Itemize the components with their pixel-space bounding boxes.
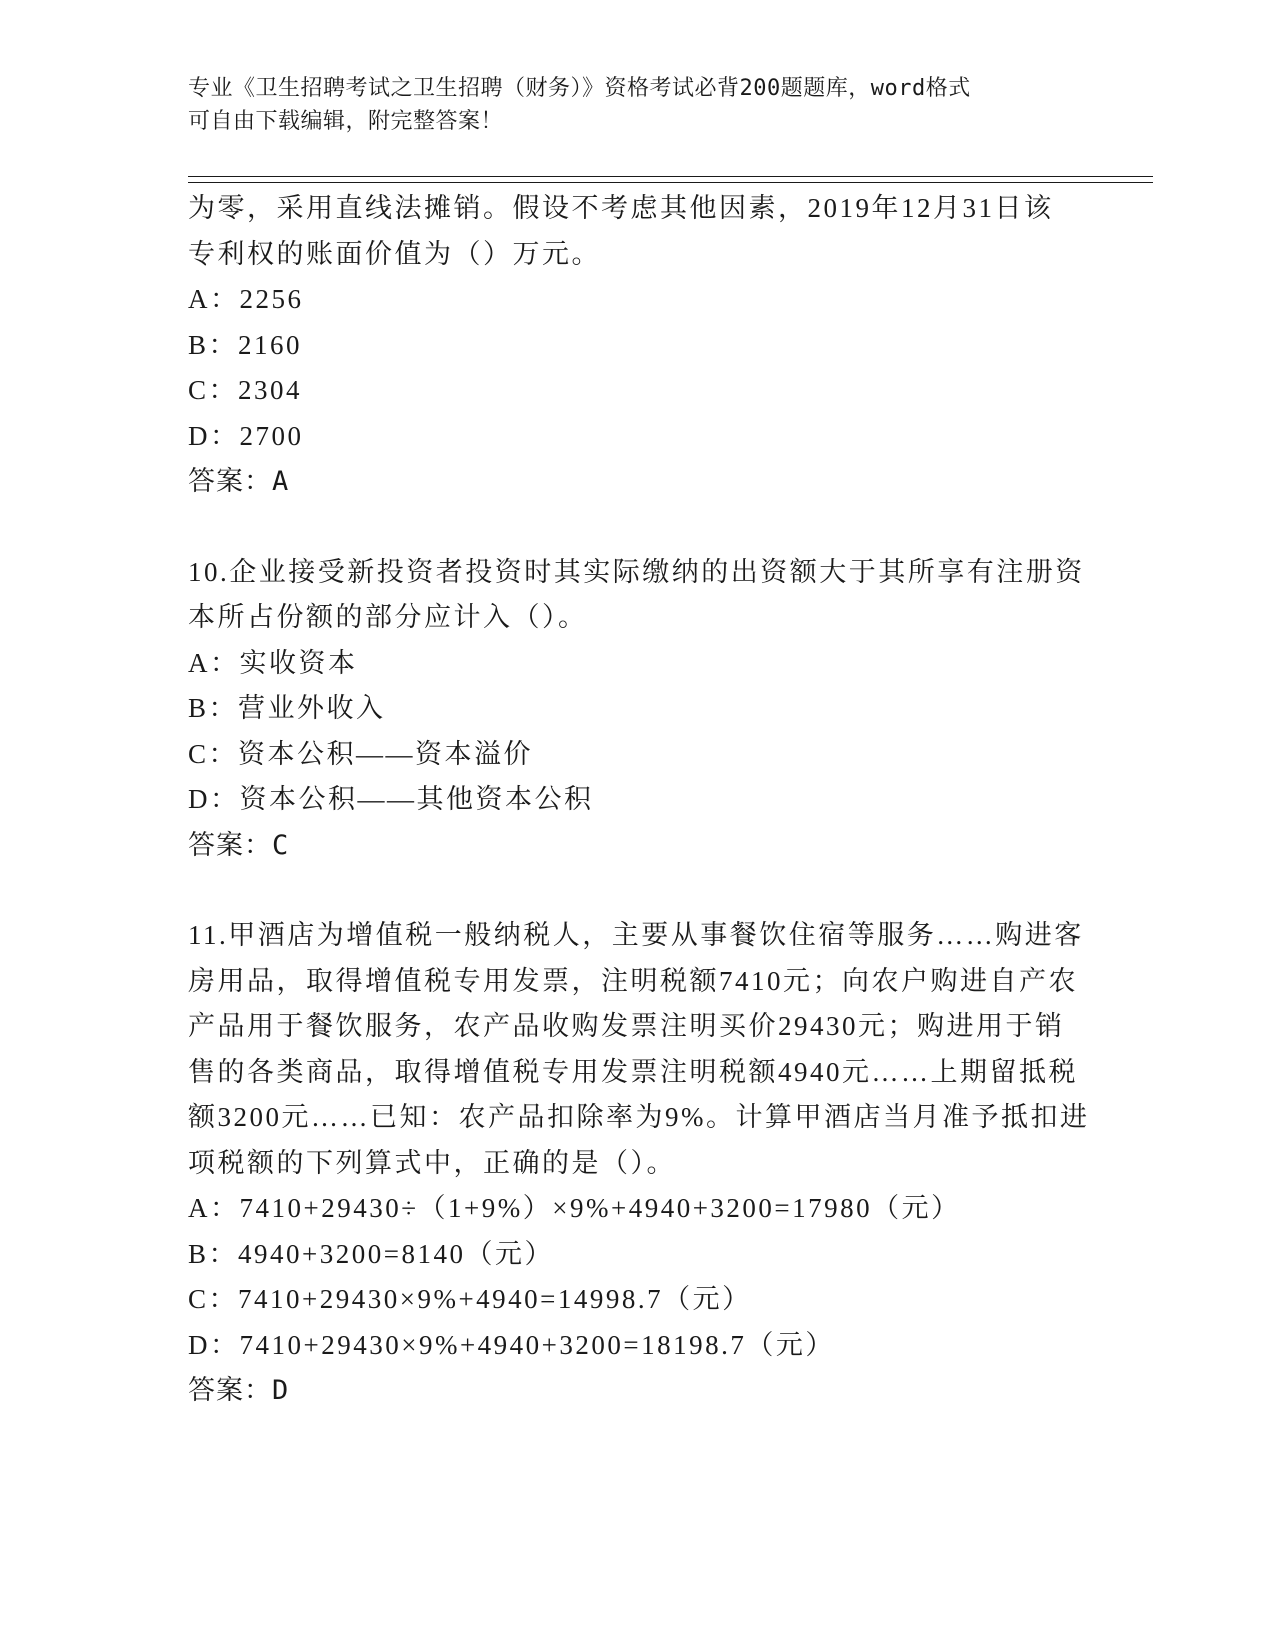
option-c: C：7410+29430×9%+4940=14998.7（元） xyxy=(188,1284,752,1314)
question-spacer xyxy=(188,505,1088,550)
answer-label: 答案：A xyxy=(188,466,290,497)
header-divider-top xyxy=(188,176,1153,177)
question-stem-line: 项税额的下列算式中，正确的是（）。 xyxy=(188,1147,676,1178)
option-d: D：2700 xyxy=(188,420,304,451)
question-11 xyxy=(188,913,1088,1414)
question-stem-line: 11.甲酒店为增值税一般纳税人，主要从事餐饮住宿等服务……购进客 xyxy=(188,920,1084,950)
question-stem-line: 为零，采用直线法摊销。假设不考虑其他因素，2019年12月31日该 xyxy=(188,193,1054,223)
question-stem-line: 产品用于餐饮服务，农产品收购发票注明买价29430元；购进用于销 xyxy=(188,1011,1065,1041)
question-stem-line: 房用品，取得增值税专用发票，注明税额7410元；向农户购进自产农 xyxy=(188,965,1078,996)
question-stem-line: 10.企业接受新投资者投资时其实际缴纳的出资额大于其所享有注册资 xyxy=(188,556,1085,587)
option-b: B：4940+3200=8140（元） xyxy=(188,1238,554,1269)
header-divider-bottom xyxy=(188,182,1153,183)
header-title-line-2: 可自由下载编辑，附完整答案！ xyxy=(188,109,504,134)
option-d: D：7410+29430×9%+4940+3200=18198.7（元） xyxy=(188,1329,835,1360)
question-stem-line: 本所占份额的部分应计入（）。 xyxy=(188,602,588,632)
question-stem-line: 专利权的账面价值为（）万元。 xyxy=(188,238,601,269)
question-10 xyxy=(188,550,1088,869)
option-b: B：2160 xyxy=(188,329,303,360)
question-list xyxy=(188,186,1088,1414)
question-spacer xyxy=(188,868,1088,913)
answer-label: 答案：C xyxy=(188,829,290,861)
option-c: C：资本公积——资本溢价 xyxy=(188,738,534,769)
question-9 xyxy=(188,186,1088,505)
option-d: D：资本公积——其他资本公积 xyxy=(188,784,594,814)
option-a: A：实收资本 xyxy=(188,647,358,678)
question-stem-line: 售的各类商品，取得增值税专用发票注明税额4940元……上期留抵税 xyxy=(188,1056,1078,1087)
option-b: B：营业外收入 xyxy=(188,693,386,723)
answer-label: 答案：D xyxy=(188,1375,290,1406)
question-stem-line: 额3200元……已知：农产品扣除率为9%。计算甲酒店当月准予抵扣进 xyxy=(188,1102,1090,1132)
option-a: A：7410+29430÷（1+9%）×9%+4940+3200=17980（元） xyxy=(188,1193,961,1223)
header-title-line-1: 专业《卫生招聘考试之卫生招聘（财务）》资格考试必背200题题库，word格式 xyxy=(188,76,971,101)
option-a: A：2256 xyxy=(188,284,304,314)
document-header xyxy=(188,72,1088,138)
option-c: C：2304 xyxy=(188,375,303,405)
